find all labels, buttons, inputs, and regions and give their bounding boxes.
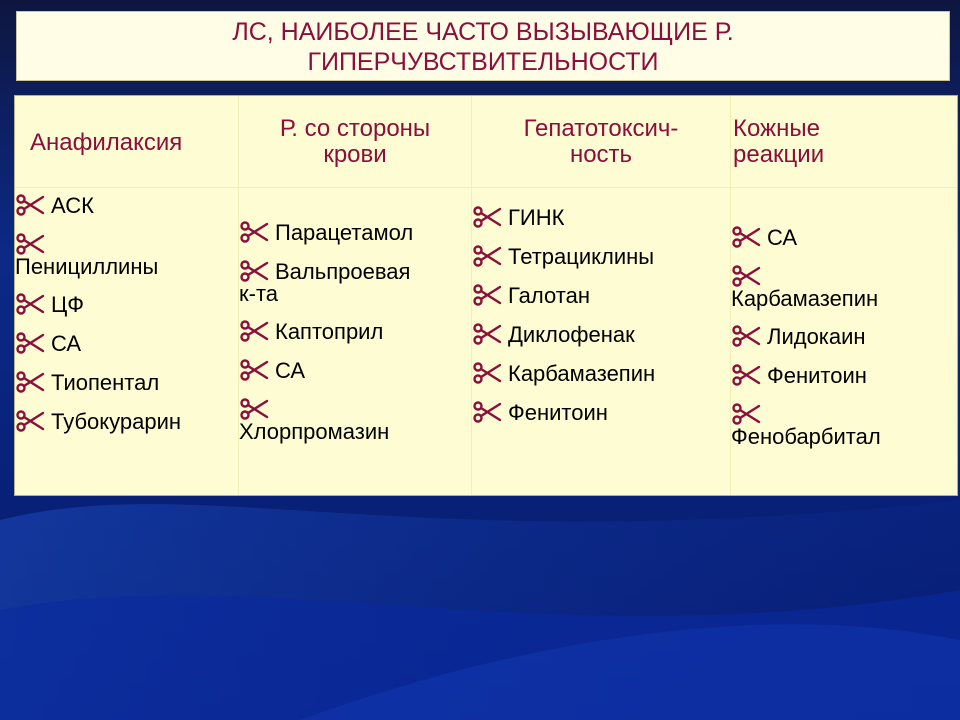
list-item: Фенитоин — [472, 401, 730, 424]
list-item: Пенициллины — [15, 233, 238, 278]
list-item: ЦФ — [15, 293, 238, 316]
list-item: Тетрациклины — [472, 245, 730, 268]
drug-list — [472, 206, 730, 440]
list-item: Карбамазепин — [472, 362, 730, 385]
column-hepatotoxicity — [472, 96, 731, 495]
list-item: Вальпроевая к-та — [239, 259, 411, 306]
scissors-icon — [15, 332, 45, 354]
list-item: Фенобарбитал — [731, 403, 957, 448]
scissors-icon — [731, 403, 761, 425]
scissors-icon — [731, 325, 761, 347]
column-blood-reactions — [239, 96, 472, 495]
scissors-icon — [239, 398, 269, 420]
column-heading: Анафилаксия — [30, 129, 183, 156]
list-item: Хлорпромазин — [239, 398, 471, 443]
scissors-icon — [472, 284, 502, 306]
column-heading: Кожные реакции — [733, 115, 825, 168]
list-item: СА — [239, 359, 471, 382]
drug-list — [239, 221, 471, 459]
scissors-icon — [472, 206, 502, 228]
list-item: Лидокаин — [731, 325, 957, 348]
drug-reaction-table — [14, 95, 958, 496]
list-item: СА — [15, 332, 238, 355]
scissors-icon — [15, 371, 45, 393]
scissors-icon — [731, 265, 761, 287]
column-skin-reactions — [731, 96, 957, 495]
scissors-icon — [239, 320, 269, 342]
slide-title — [16, 11, 950, 81]
scissors-icon — [15, 233, 45, 255]
scissors-icon — [239, 359, 269, 381]
list-item: АСК — [15, 194, 238, 217]
list-item: Галотан — [472, 284, 730, 307]
scissors-icon — [15, 410, 45, 432]
list-item: Тиопентал — [15, 371, 238, 394]
scissors-icon — [731, 364, 761, 386]
list-item: Каптоприл — [239, 320, 471, 343]
scissors-icon — [472, 362, 502, 384]
scissors-icon — [15, 194, 45, 216]
column-heading: Р. со стороны крови — [279, 115, 431, 168]
title-line-2: ГИПЕРЧУВСТВИТЕЛЬНОСТИ — [307, 48, 659, 76]
list-item: Тубокурарин — [15, 410, 238, 433]
list-item: СА — [731, 226, 957, 249]
column-heading: Гепатотоксич- ность — [523, 115, 679, 168]
list-item: ГИНК — [472, 206, 730, 229]
list-item: Парацетамол — [239, 221, 471, 244]
drug-list — [731, 226, 957, 464]
list-item: Фенитоин — [731, 364, 957, 387]
scissors-icon — [472, 323, 502, 345]
scissors-icon — [239, 260, 269, 282]
scissors-icon — [15, 293, 45, 315]
drug-list — [15, 194, 238, 449]
scissors-icon — [731, 226, 761, 248]
list-item: Карбамазепин — [731, 265, 957, 310]
column-anaphylaxis — [15, 96, 239, 495]
scissors-icon — [239, 221, 269, 243]
title-line-1: ЛС, НАИБОЛЕЕ ЧАСТО ВЫЗЫВАЮЩИЕ Р. — [232, 18, 734, 46]
scissors-icon — [472, 245, 502, 267]
list-item: Диклофенак — [472, 323, 730, 346]
scissors-icon — [472, 401, 502, 423]
